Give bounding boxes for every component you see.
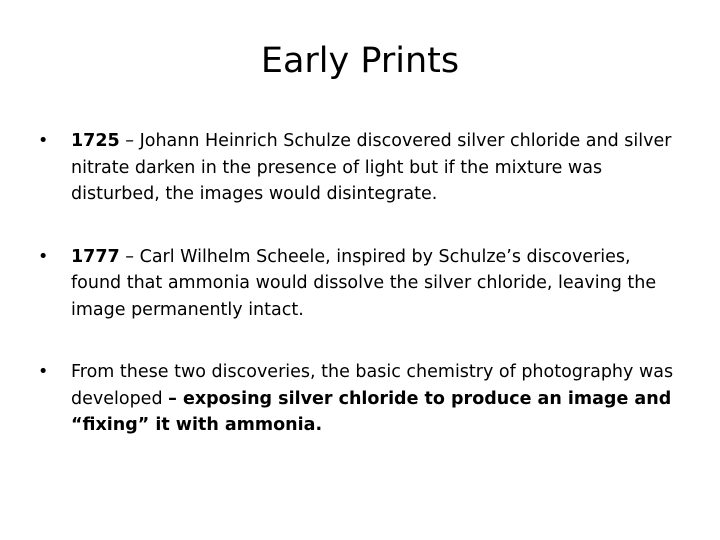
bullet-item-1777	[38, 244, 678, 324]
bullet-item-conclusion	[38, 359, 678, 439]
slide-title: Early Prints	[260, 41, 460, 81]
bullet-item-1725	[38, 128, 678, 208]
bullet-bold-conclusion: – exposing silver chloride to produce an image and “fixing” it with ammonia.	[71, 388, 672, 435]
bullet-year: 1777	[71, 246, 120, 267]
bullet-dot-icon: •	[38, 362, 49, 382]
bullet-year: 1725	[71, 131, 120, 151]
bullet-text: From these two discoveries, the basic chemistry of photography was developed	[71, 362, 674, 409]
bullet-dot-icon: •	[38, 131, 49, 151]
bullet-dot-icon: •	[38, 246, 49, 267]
bullet-text: – Carl Wilhelm Scheele, inspired by Schulze’s discoveries, found that ammonia would dissolve the silver chloride, leaving the image permanently intact.	[71, 246, 657, 320]
bullet-text: – Johann Heinrich Schulze discovered silver chloride and silver nitrate darken in the presence of light but if the mixture was disturbed, the images would disintegrate.	[71, 131, 672, 204]
bullet-list	[38, 128, 678, 475]
